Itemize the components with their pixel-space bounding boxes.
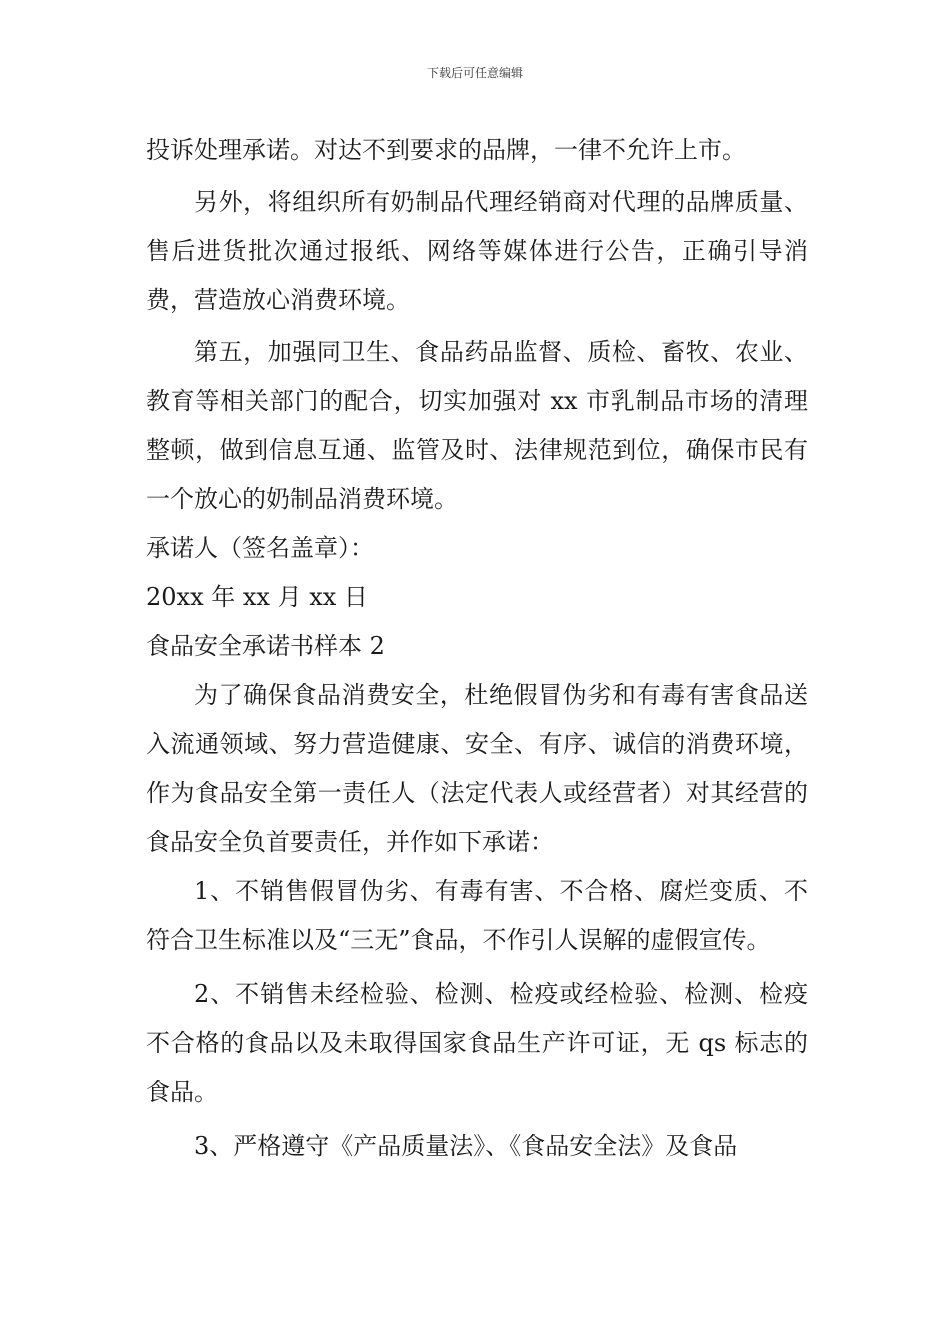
list-item: 2、不销售未经检验、检测、检疫或经检验、检测、检疫不合格的食品以及未取得国家食品生产许可证，无 qs 标志的食品。 <box>146 980 808 1106</box>
section-title: 食品安全承诺书样本 2 <box>146 632 385 660</box>
paragraph: 另外，将组织所有奶制品代理经销商对代理的品牌质量、售后进货批次通过报纸、网络等媒体进行公告，正确引导消费，营造放心消费环境。 <box>146 188 808 314</box>
paragraph: 为了确保食品消费安全，杜绝假冒伪劣和有毒有害食品送入流通领域、努力营造健康、安全、有序、诚信的消费环境，作为食品安全第一责任人（法定代表人或经营者）对其经营的食品安全负首要责任，并作如下承诺： <box>146 681 808 856</box>
document-body <box>146 126 808 1171</box>
paragraph: 投诉处理承诺。对达不到要求的品牌，一律不允许上市。 <box>146 136 746 164</box>
paragraph: 第五，加强同卫生、食品药品监督、质检、畜牧、农业、教育等相关部门的配合，切实加强对 xx 市乳制品市场的清理整顿，做到信息互通、监管及时、法律规范到位，确保市民有一个放心的奶制品消费环境。 <box>146 338 808 513</box>
signature-line: 承诺人（签名盖章）： <box>146 534 374 562</box>
list-item: 3、严格遵守《产品质量法》、《食品安全法》及食品 <box>194 1132 738 1160</box>
list-item: 1、不销售假冒伪劣、有毒有害、不合格、腐烂变质、不符合卫生标准以及“三无”食品，不作引人误解的虚假宣传。 <box>146 877 808 954</box>
page-header: 下载后可任意编辑 <box>426 66 523 80</box>
date-line: 20xx 年 xx 月 xx 日 <box>146 583 368 611</box>
